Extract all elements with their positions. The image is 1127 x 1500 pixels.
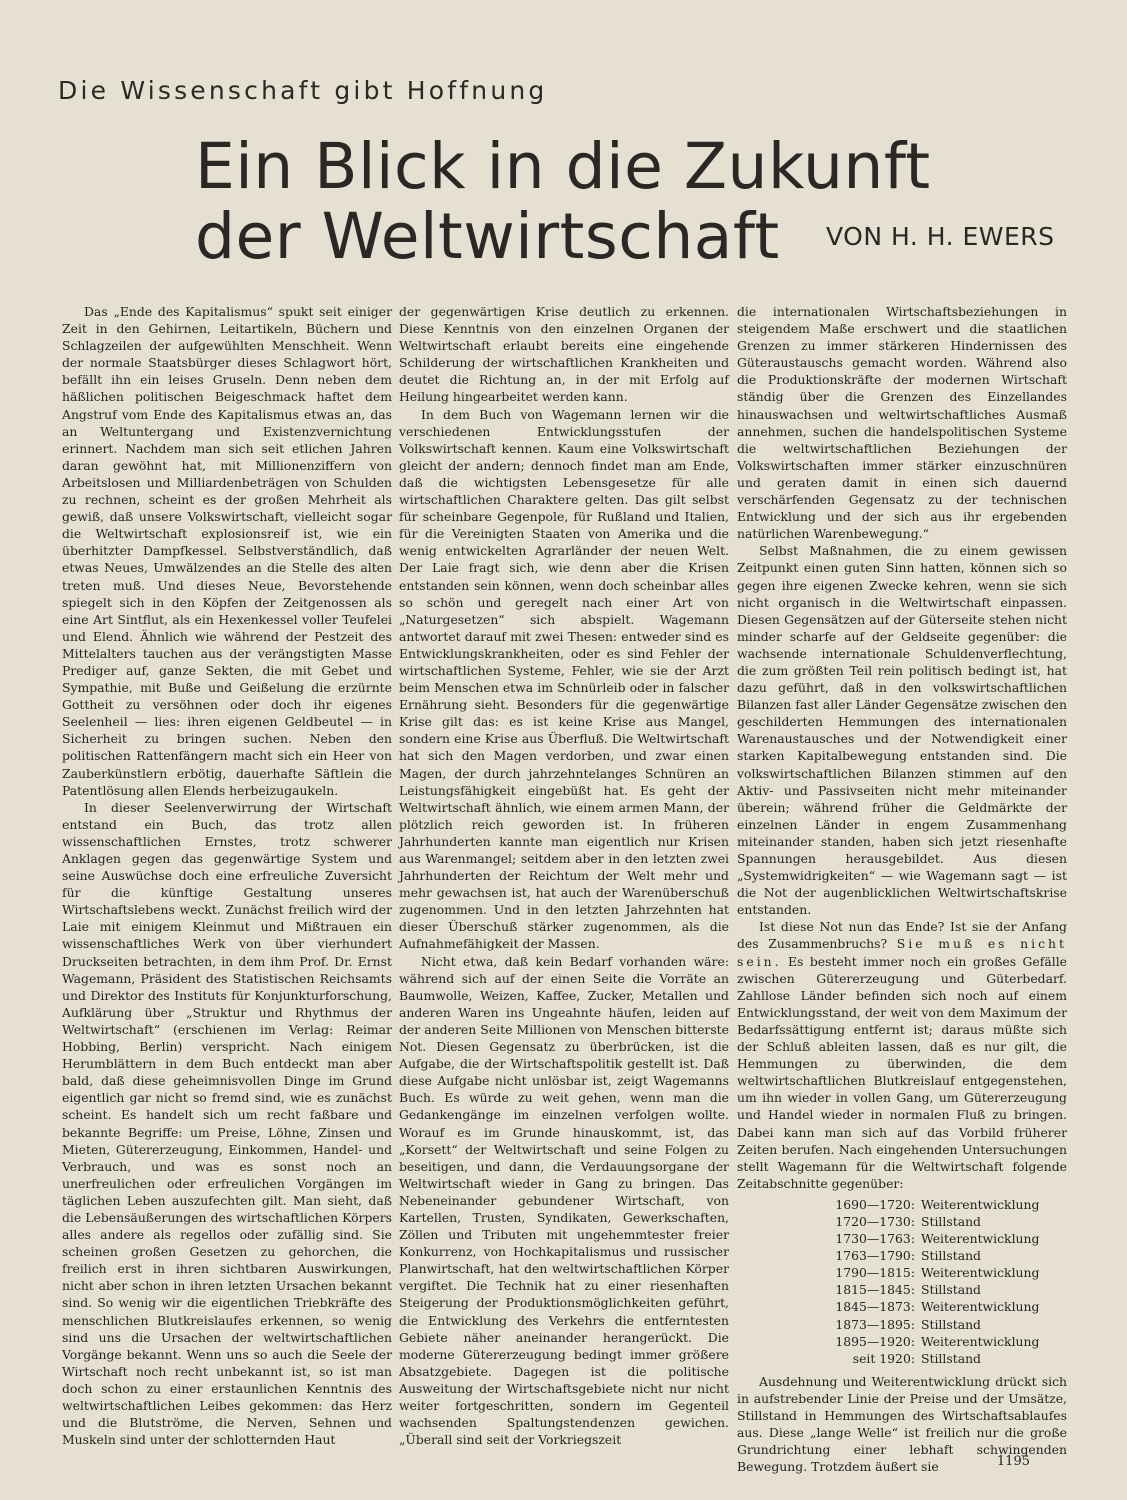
timeline-period: 1730—1763:: [835, 1231, 915, 1247]
timeline-status: Weiterentwicklung: [921, 1196, 1040, 1212]
headline: [195, 132, 931, 272]
timeline-period: 1790—1815:: [835, 1265, 915, 1281]
paragraph: In dem Buch von Wagemann lernen wir die verschiedenen Entwicklungsstufen der Volkswirtschaft kennen. Kaum eine Volkswirtschaft gleicht der andern; dennoch findet man am Ende, daß die wichtigsten Lebensgesetze für alle wirtschaftlichen Charaktere gelten. Das gilt selbst für scheinbare Gegenpole, für Rußland und Italien, für die Vereinigten Staaten von Amerika und die wenig entwickelten Agrarländer der neuen Welt. Der Laie fragt sich, wie denn aber die Krisen entstanden sein können, wenn doch scheinbar alles so schön und geregelt nach einer Art von „Naturgesetzen“ sich abspielt. Wagemann antwortet darauf mit zwei Thesen: entweder sind es Entwicklungskrankheiten, oder es sind Fehler der wirtschaftlichen Systeme, Fehler, wie sie der Arzt beim Menschen etwa im Schnürleib oder in falscher Ernährung sieht. Besonders für die gegenwärtige Krise gilt das: es ist keine Krise aus Mangel, sondern eine Krise aus Überfluß. Die Weltwirtschaft hat sich den Magen verdorben, und zwar einen Magen, der durch jahrzehntelanges Schnüren an Leistungsfähigkeit eingebüßt hat. Es geht der Weltwirtschaft ähnlich, wie einem armen Mann, der plötzlich reich geworden ist. In früheren Jahrhunderten kannte man eigentlich nur Krisen aus Warenmangel; seitdem aber in den letzten zwei Jahrhunderten der Reichtum der Welt mehr und mehr gewachsen ist, hat auch der Warenüberschuß zugenommen. Und in den letzten Jahrzehnten hat dieser Überschuß stärker zugenommen, als die Aufnahmefähigkeit der Massen.: [399, 406, 729, 952]
timeline-row: [803, 1247, 1067, 1264]
timeline-row: [803, 1281, 1067, 1298]
timeline-period: 1690—1720:: [835, 1196, 915, 1212]
timeline-table: [803, 1196, 1067, 1367]
timeline-status: Stillstand: [921, 1350, 981, 1366]
paragraph: die internationalen Wirtschaftsbeziehungen in steigendem Maße erschwert und die staatlichen Grenzen zu immer stärkeren Hindernissen des Güteraustauschs gemacht worden. Während also die Produktionskräfte der modernen Wirtschaft ständig über die Grenzen des Einzellandes hinauswachsen und weltwirtschaftliches Ausmaß annehmen, suchen die handelspolitischen Systeme die weltwirtschaftlichen Beziehungen der Volkswirtschaften immer stärker einzuschnüren und geraten damit in einen sich dauernd verschärfenden Gegensatz zu der technischen Entwicklung und der sich aus ihr ergebenden natürlichen Warenbewegung.“: [737, 304, 1067, 542]
paragraph: Ausdehnung und Weiterentwicklung drückt sich in aufstrebender Linie der Preise und der Umsätze, Stillstand in Hemmungen des Wirtschaftsablaufes aus. Diese „lange Welle“ ist freilich nur die große Grundrichtung einer lebhaft schwingenden Bewegung. Trotzdem äußert sie: [737, 1373, 1067, 1475]
paragraph: Nicht etwa, daß kein Bedarf vorhanden wäre: während sich auf der einen Seite die Vorräte an Baumwolle, Weizen, Kaffee, Zucker, Metallen und anderen Waren ins Ungeahnte häufen, leiden auf der anderen Seite Millionen von Menschen bitterste Not. Diesen Gegensatz zu überbrücken, ist die Aufgabe, die der Wirtschaftspolitik gestellt ist. Daß diese Aufgabe nicht unlösbar ist, zeigt Wagemanns Buch. Es würde zu weit gehen, wenn man die Gedankengänge im einzelnen verfolgen wollte. Worauf es im Grunde hinauskommt, ist, das „Korsett“ der Weltwirtschaft und seine Folgen zu beseitigen, und dann, die Verdauungsorgane der Weltwirtschaft wieder in Gang zu bringen. Das Nebeneinander gebundener Wirtschaft, von Kartellen, Trusten, Syndikaten, Gewerkschaften, Zöllen und Tributen mit ungehemmtester freier Konkurrenz, von Hochkapitalismus und russischer Planwirtschaft, hat den weltwirtschaftlichen Körper vergiftet. Die Technik hat zu einer riesenhaften Steigerung der Produktionsmöglichkeiten geführt, die Entwicklung des Verkehrs die entferntesten Gebiete näher aneinander herangerückt. Die moderne Gütererzeugung bedingt immer größere Absatzgebiete. Dagegen ist die politische Ausweitung der Wirtschaftsgebiete nicht nur nicht weiter fortgeschritten, sondern im Gegenteil wachsenden Spaltungstendenzen gewichen. „Überall sind seit der Vorkriegszeit: [399, 953, 729, 1448]
timeline-status: Stillstand: [921, 1213, 981, 1229]
timeline-period: 1815—1845:: [835, 1282, 915, 1298]
headline-line-2: der Weltwirtschaft: [195, 200, 780, 273]
timeline-period: seit 1920:: [852, 1350, 915, 1366]
timeline-period: 1763—1790:: [835, 1248, 915, 1264]
timeline-period: 1873—1895:: [835, 1316, 915, 1332]
timeline-period: 1720—1730:: [835, 1213, 915, 1229]
timeline-row: [803, 1333, 1067, 1350]
timeline-row: [803, 1230, 1067, 1247]
column-1: [62, 303, 392, 1458]
paragraph-text: Ist diese Not nun das Ende? Ist sie der Anfang des Zusammenbruchs?: [737, 919, 1067, 952]
paragraph-text: Es besteht immer noch ein großes Gefälle zwischen Gütererzeugung und Güterbedarf. Zahllose Länder befinden sich noch auf einem Entwicklungsstand, der weit von dem Maximum der Bedarfssättigung entfernt ist; daraus müßte sich der Schluß ableiten lassen, daß es nur gilt, die Hemmungen zu überwinden, die dem weltwirtschaftlichen Blutkreislauf entgegenstehen, um ihn wieder in vollen Gang, um Gütererzeugung und Handel wieder in normalen Fluß zu bringen. Dabei kann man sich auf das Vorbild früherer Zeiten berufen. Nach eingehenden Untersuchungen stellt Wagemann für die Weltwirtschaft folgende Zeitabschnitte gegenüber:: [737, 953, 1067, 1191]
timeline-status: Stillstand: [921, 1282, 981, 1298]
timeline-status: Weiterentwicklung: [921, 1333, 1040, 1349]
paragraph: Selbst Maßnahmen, die zu einem gewissen Zeitpunkt einen guten Sinn hatten, können sich so gegen ihre eigenen Zwecke kehren, wenn sie sich nicht organisch in die Weltwirtschaft einpassen. Diesen Gegensätzen auf der Güterseite stehen nicht minder scharfe auf der Geldseite gegenüber: die wachsende internationale Schuldenverflechtung, die zum größten Teil rein politisch bedingt ist, hat dazu geführt, daß in den volkswirtschaftlichen Bilanzen fast aller Länder Gegensätze zwischen den geschilderten Hemmungen des internationalen Warenaustausches und der Notwendigkeit einer starken Kapitalbewegung entstanden sind. Die volkswirtschaftlichen Bilanzen stimmen auf den Aktiv- und Passivseiten nicht mehr miteinander überein; während früher die Geldmärkte der einzelnen Länder in engem Zusammenhang miteinander standen, haben sich jetzt riesenhafte Spannungen herausgebildet. Aus diesen „Systemwidrigkeiten“ — wie Wagemann sagt — ist die Not der augenblicklichen Weltwirtschaftskrise entstanden.: [737, 543, 1067, 918]
paragraph: [737, 918, 1067, 1192]
headline-line-1: Ein Blick in die Zukunft: [195, 130, 931, 203]
timeline-status: Stillstand: [921, 1248, 981, 1264]
timeline-row: [803, 1196, 1067, 1213]
timeline-row: [803, 1316, 1067, 1333]
paragraph: Das „Ende des Kapitalismus“ spukt seit einiger Zeit in den Gehirnen, Leitartikeln, Büchern und Schlagzeilen der aufgewühlten Menschheit. Wenn der normale Staatsbürger dieses Schlagwort hört, befällt ihn ein leises Gruseln. Denn neben dem häßlichen politischen Beigeschmack haftet dem Angstruf vom Ende des Kapitalismus etwas an, das an Weltuntergang und Existenzvernichtung erinnert. Nachdem man sich seit etlichen Jahren daran gewöhnt hat, mit Millionenziffern von Arbeitslosen und Milliardenbeträgen von Schulden zu rechnen, scheint es der großen Mehrheit als gewiß, daß unsere Volkswirtschaft, vielleicht sogar die Weltwirtschaft explosionsreif ist, wie ein überhitzter Dampfkessel. Selbstverständlich, daß etwas Neues, Umwälzendes an die Stelle des alten treten muß. Und dieses Neue, Bevorstehende spiegelt sich in den Köpfen der Zeitgenossen als eine Art Sintflut, als ein Hexenkessel voller Teufelei und Elend. Ähnlich wie während der Pestzeit des Mittelalters tauchen aus der verängstigten Masse Prediger auf, ganze Sekten, die mit Gebet und Sympathie, mit Buße und Geißelung die erzürnte Gottheit zu versöhnen oder doch ihr eigenes Seelenheil — lies: ihren eigenen Geldbeutel — in Sicherheit zu bringen suchen. Neben den politischen Rattenfängern macht sich ein Heer von Zauberkünstlern erbötig, dauerhafte Säftlein die Patentlösung allen Elends herbeizugaukeln.: [62, 304, 392, 798]
timeline-row: [803, 1350, 1067, 1367]
timeline-row: [803, 1298, 1067, 1315]
column-2: [399, 303, 729, 1458]
timeline-status: Weiterentwicklung: [921, 1231, 1040, 1247]
byline: VON H. H. EWERS: [826, 222, 1055, 251]
emphasis-spaced: Sie muß es nicht sein.: [737, 936, 1068, 969]
paragraph: der gegenwärtigen Krise deutlich zu erkennen. Diese Kenntnis von den einzelnen Organen der Weltwirtschaft erlaubt bereits eine eingehende Schilderung der wirtschaftlichen Krankheiten und deutet die Richtung an, in der mit Erfolg auf Heilung hingearbeitet werden kann.: [399, 304, 729, 405]
kicker: Die Wissenschaft gibt Hoffnung: [58, 76, 548, 105]
timeline-period: 1895—1920:: [835, 1333, 915, 1349]
timeline-period: 1845—1873:: [835, 1299, 915, 1315]
timeline-row: [803, 1213, 1067, 1230]
timeline-status: Weiterentwicklung: [921, 1299, 1040, 1315]
page-number: 1195: [996, 1454, 1030, 1469]
paragraph: In dieser Seelenverwirrung der Wirtschaft entstand ein Buch, das trotz allen wissenschaftlichen Ernstes, trotz schwerer Anklagen gegen das gegenwärtige System und seine Auswüchse doch eine erfreuliche Zuversicht für die künftige Gestaltung unseres Wirtschaftslebens weckt. Zunächst freilich wird der Laie mit einigem Kleinmut und Mißtrauen ein wissenschaftliches Werk von über vierhundert Druckseiten betrachten, in dem ihm Prof. Dr. Ernst Wagemann, Präsident des Statistischen Reichsamts und Direktor des Instituts für Konjunkturforschung, Aufklärung über „Struktur und Rhythmus der Weltwirtschaft“ (erschienen im Verlag: Reimar Hobbing, Berlin) verspricht. Nach einigem Herumblättern in dem Buch entdeckt man aber bald, daß diese geheimnisvollen Dinge im Grund eigentlich gar nicht so fremd sind, wie es zunächst scheint. Es handelt sich um recht faßbare und bekannte Begriffe: um Preise, Löhne, Zinsen und Mieten, Gütererzeugung, Einkommen, Handel- und Verbrauch, und was es sonst noch an unerfreulichen oder erfreulichen Vorgängen im täglichen Leben auszufechten gilt. Man sieht, daß die Lebensäußerungen des wirtschaftlichen Körpers alles andere als regellos oder zufällig sind. Sie scheinen großen Gesetzen zu gehorchen, die freilich erst in ihren sichtbaren Auswirkungen, nicht aber schon in ihren letzten Ursachen bekannt sind. So wenig wir die eigentlichen Triebkräfte des menschlichen Blutkreislaufes erkennen, so wenig sind uns die Ursachen der weltwirtschaftlichen Vorgänge bekannt. Wenn uns so auch die Seele der Wirtschaft noch recht unbekannt ist, so ist man doch schon zu einer erstaunlichen Kenntnis des weltwirtschaftlichen Leibes gekommen: das Herz und die Blutströme, die Nerven, Sehnen und Muskeln sind unter der schlotternden Haut: [62, 799, 392, 1448]
timeline-row: [803, 1264, 1067, 1281]
timeline-status: Weiterentwicklung: [921, 1265, 1040, 1281]
timeline-status: Stillstand: [921, 1316, 981, 1332]
